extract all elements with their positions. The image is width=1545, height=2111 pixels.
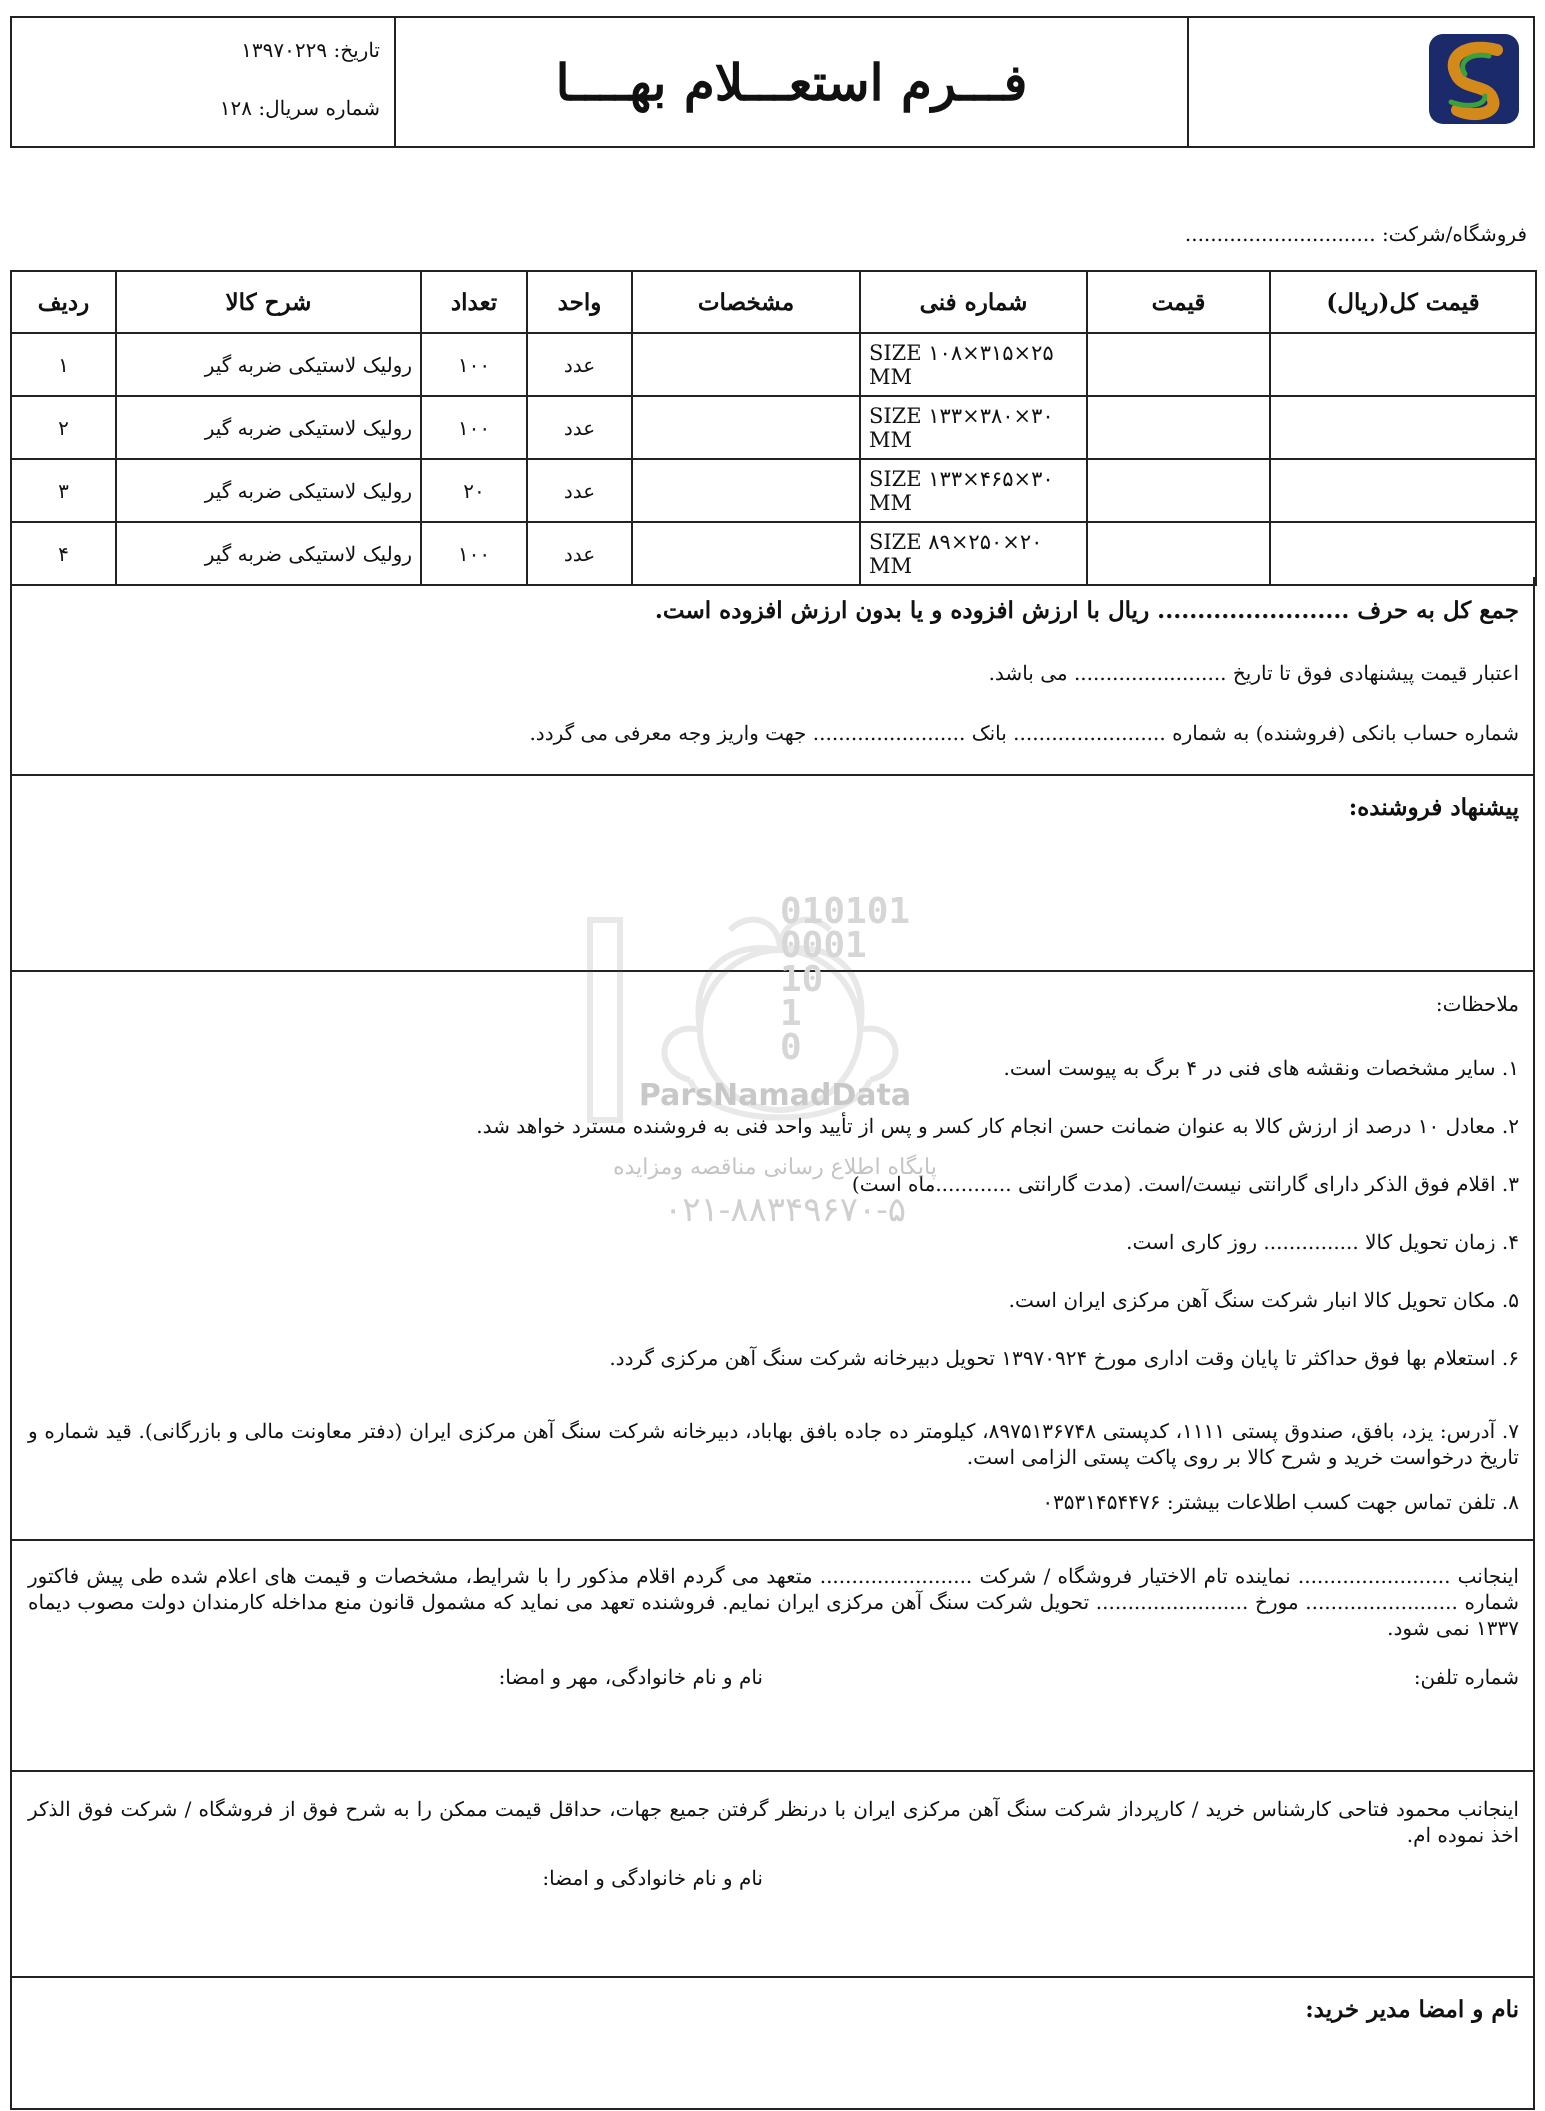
cell-tech-number: SIZE ۸۹×۲۵۰×۲۰ MM xyxy=(860,522,1087,585)
cell-quantity: ۱۰۰ xyxy=(421,396,527,459)
bank-account: شماره حساب بانکی (فروشنده) به شماره ........................ بانک ........................ جهت واریز وجه معرفی می گردد. xyxy=(529,721,1519,745)
form-serial: شماره سریال: ۱۲۸ xyxy=(219,96,380,120)
cell-row-number: ۱ xyxy=(11,333,116,396)
header-specs: مشخصات xyxy=(632,271,860,333)
totals-section xyxy=(10,577,1535,776)
cell-unit: عدد xyxy=(527,459,632,522)
buyer-signature-label: نام و نام خانوادگی و امضا: xyxy=(542,1866,763,1890)
cell-price xyxy=(1087,333,1270,396)
cell-row-number: ۲ xyxy=(11,396,116,459)
table-row xyxy=(11,396,1536,459)
cell-total xyxy=(1270,333,1536,396)
cell-description: رولیک لاستیکی ضربه گیر xyxy=(116,396,421,459)
cell-quantity: ۲۰ xyxy=(421,459,527,522)
items-table xyxy=(10,270,1537,586)
form-header xyxy=(10,16,1535,148)
cell-tech-number: SIZE ۱۳۳×۴۶۵×۳۰ MM xyxy=(860,459,1087,522)
form-title-cell xyxy=(394,18,1187,146)
cell-description: رولیک لاستیکی ضربه گیر xyxy=(116,522,421,585)
note-item: ۴. زمان تحویل کالا ............... روز کاری است. xyxy=(1126,1230,1519,1254)
form-meta-cell xyxy=(12,18,394,146)
cell-price xyxy=(1087,522,1270,585)
cell-tech-number: SIZE ۱۰۸×۳۱۵×۲۵ MM xyxy=(860,333,1087,396)
header-quantity: تعداد xyxy=(421,271,527,333)
cell-total xyxy=(1270,459,1536,522)
commitment-text: اینجانب ........................ نماینده تام الاختیار فروشگاه / شرکت ........................ متعهد می گردم اقلام مذکور را با شرایط، مشخصات و قیمت های اعلام شده طی پیش فاکتور شماره ........................ مورخ ........................ تحویل شرکت سنگ آهن مرکزی ایران نمایم. فروشنده تعهد می نماید که مشمول قانون منع مداخله کارمندان دولت مصوب دیماه ۱۳۳۷ نمی شود. xyxy=(28,1564,1519,1640)
cell-unit: عدد xyxy=(527,396,632,459)
note-item: ۲. معادل ۱۰ درصد از ارزش کالا به عنوان ضمانت حسن انجام کار کسر و پس از تأیید واحد فنی به فروشنده مسترد خواهد شد. xyxy=(476,1114,1519,1138)
cell-description: رولیک لاستیکی ضربه گیر xyxy=(116,333,421,396)
note-item: ۳. اقلام فوق الذکر دارای گارانتی نیست/است. (مدت گارانتی ............ماه است) xyxy=(851,1172,1519,1196)
note-item: ۵. مکان تحویل کالا انبار شرکت سنگ آهن مرکزی ایران است. xyxy=(1008,1288,1519,1312)
note-item: ۸. تلفن تماس جهت کسب اطلاعات بیشتر: ۰۳۵۳۱۴۵۴۴۷۶ xyxy=(1042,1490,1519,1514)
cell-total xyxy=(1270,396,1536,459)
note-item: ۷. آدرس: یزد، بافق، صندوق پستی ۱۱۱۱، کدپستی ۸۹۷۵۱۳۶۷۴۸، کیلومتر ده جاده بافق بهاباد، دبیرخانه شرکت سنگ آهن مرکزی ایران (دفتر معاونت مالی و بازرگانی). قید شماره و تاریخ درخواست خرید و شرح کالا بر روی پاکت پستی الزامی است. xyxy=(28,1419,1519,1469)
watermark-brand: ParsNamadData xyxy=(638,1078,912,1113)
seller-signature-label: نام و نام خانوادگی، مهر و امضا: xyxy=(498,1665,763,1689)
cell-unit: عدد xyxy=(527,522,632,585)
watermark-phone: ۰۲۱-۸۸۳۴۹۶۷۰-۵ xyxy=(663,1190,907,1230)
header-price: قیمت xyxy=(1087,271,1270,333)
cell-description: رولیک لاستیکی ضربه گیر xyxy=(116,459,421,522)
table-row xyxy=(11,459,1536,522)
note-item: ۱. سایر مشخصات ونقشه های فنی در ۴ برگ به پیوست است. xyxy=(1003,1056,1519,1080)
phone-label: شماره تلفن: xyxy=(1413,1665,1519,1689)
header-description: شرح کالا xyxy=(116,271,421,333)
watermark-binary: 010101 0001 10 1 0 xyxy=(780,891,911,1068)
price-validity: اعتبار قیمت پیشنهادی فوق تا تاریخ ........................ می باشد. xyxy=(988,661,1519,685)
company-logo-icon xyxy=(1427,32,1521,126)
cell-quantity: ۱۰۰ xyxy=(421,522,527,585)
cell-quantity: ۱۰۰ xyxy=(421,333,527,396)
cell-row-number: ۳ xyxy=(11,459,116,522)
sum-in-words: جمع کل به حرف ........................ ریال با ارزش افزوده و یا بدون ارزش افزوده است. xyxy=(654,597,1519,624)
cell-specs xyxy=(632,459,860,522)
seller-commitment-section xyxy=(10,1541,1535,1772)
table-row xyxy=(11,333,1536,396)
header-row-number: ردیف xyxy=(11,271,116,333)
cell-unit: عدد xyxy=(527,333,632,396)
cell-tech-number: SIZE ۱۳۳×۳۸۰×۳۰ MM xyxy=(860,396,1087,459)
company-logo-cell xyxy=(1187,18,1533,146)
cell-specs xyxy=(632,396,860,459)
shop-company-field: فروشگاه/شرکت: .............................. xyxy=(1184,222,1527,246)
manager-section xyxy=(10,1978,1535,2110)
seller-offer-label: پیشنهاد فروشنده: xyxy=(1348,794,1519,821)
table-row xyxy=(11,522,1536,585)
watermark-subtitle: پایگاه اطلاع رسانی مناقصه ومزایده xyxy=(613,1155,937,1180)
cell-row-number: ۴ xyxy=(11,522,116,585)
table-header-row xyxy=(11,271,1536,333)
note-item: ۶. استعلام بها فوق حداکثر تا پایان وقت اداری مورخ ۱۳۹۷۰۹۲۴ تحویل دبیرخانه شرکت سنگ آهن مرکزی گردد. xyxy=(609,1346,1519,1370)
cell-price xyxy=(1087,459,1270,522)
header-unit: واحد xyxy=(527,271,632,333)
cell-specs xyxy=(632,522,860,585)
form-title: فـــرم استعـــلام بهــــا xyxy=(555,52,1028,112)
buyer-section xyxy=(10,1772,1535,1978)
cell-specs xyxy=(632,333,860,396)
buyer-text: اینجانب محمود فتاحی کارشناس خرید / کارپرداز شرکت سنگ آهن مرکزی ایران با درنظر گرفتن جمیع جهات، حداقل قیمت ممکن را به شرح فوق از فروشگاه / شرکت فوق الذکر اخذ نموده ام. xyxy=(28,1797,1519,1847)
notes-title: ملاحظات: xyxy=(1435,992,1519,1016)
cell-price xyxy=(1087,396,1270,459)
header-total-price: قیمت کل(ریال) xyxy=(1270,271,1536,333)
cell-total xyxy=(1270,522,1536,585)
form-date: تاریخ: ۱۳۹۷۰۲۲۹ xyxy=(241,38,380,62)
manager-signature-label: نام و امضا مدیر خرید: xyxy=(1305,1996,1519,2023)
header-tech-number: شماره فنی xyxy=(860,271,1087,333)
